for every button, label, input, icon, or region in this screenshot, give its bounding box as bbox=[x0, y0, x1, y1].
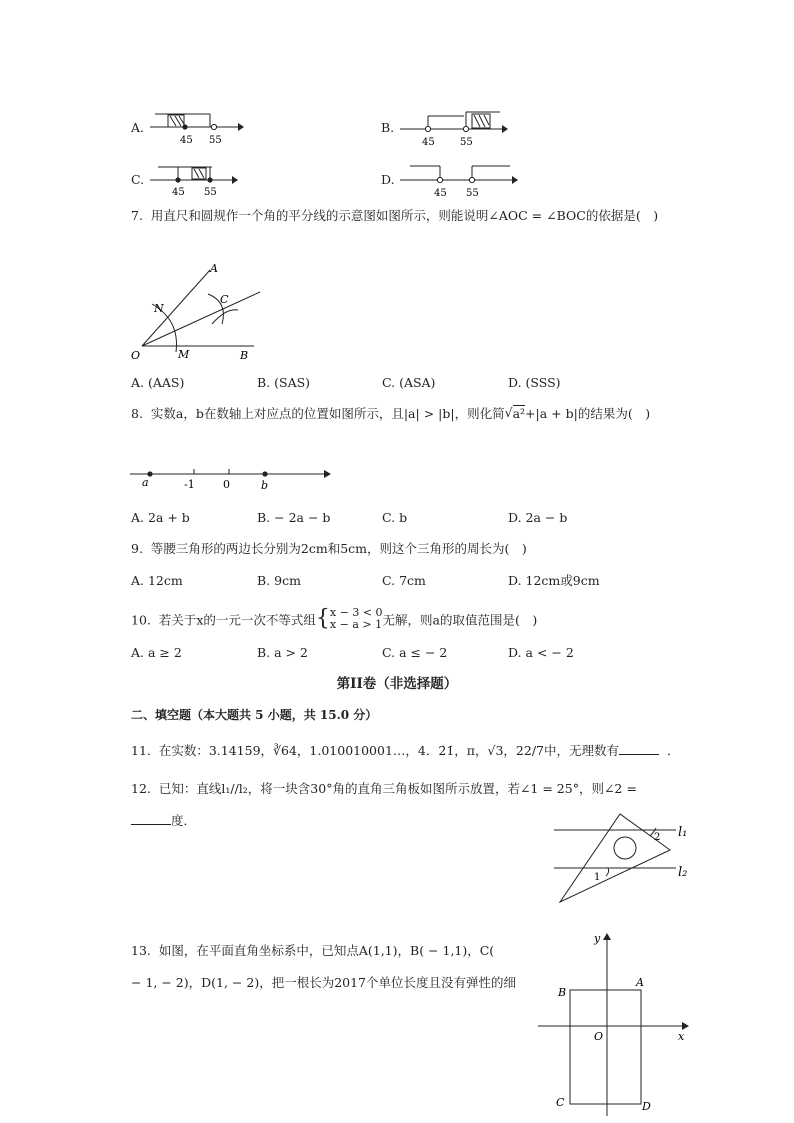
q8-axis-minus1: -1 bbox=[184, 478, 195, 491]
q10-option-c: C. a ≤ − 2 bbox=[382, 645, 448, 660]
q12-number: 12. bbox=[131, 781, 151, 796]
q6-c-tick-55: 55 bbox=[204, 187, 217, 198]
q6-a-tick-45: 45 bbox=[180, 135, 193, 146]
q13-line1: 如图，在平面直角坐标系中，已知点A(1,1)，B( − 1,1)，C( bbox=[158, 943, 495, 958]
q7-option-b: B. (SAS) bbox=[257, 375, 311, 390]
q6-option-a-numberline bbox=[150, 106, 245, 146]
q8-sqrt-arg: a² bbox=[512, 406, 526, 421]
q10-system: {x − 3 < 0 x − a > 1 bbox=[315, 606, 383, 631]
q13-coordinate-figure bbox=[534, 930, 694, 1120]
q6-options bbox=[0, 100, 794, 200]
q13-point-a: A bbox=[636, 976, 644, 989]
q7-label-o: O bbox=[131, 349, 141, 362]
q9-option-a: A. 12cm bbox=[131, 573, 183, 588]
q6-d-tick-55: 55 bbox=[466, 188, 479, 199]
q11-repeating-decimal: 2̇1̇ bbox=[438, 743, 455, 758]
q10-option-b: B. a > 2 bbox=[257, 645, 308, 660]
q8-option-b: B. − 2a − b bbox=[257, 510, 331, 525]
section-heading: 二、填空题（本大题共 5 小题，共 15.0 分） bbox=[131, 708, 378, 722]
q8-question bbox=[131, 406, 650, 422]
q12-angle-1: 1 bbox=[594, 872, 601, 883]
q11-text-a: 在实数：3.14159，∛64，1.010010001…，4． bbox=[158, 743, 439, 758]
q6-option-b-label: B. bbox=[381, 120, 395, 135]
q11-text-b: ，π，√3，22/7中，无理数有 bbox=[454, 743, 619, 758]
q13-origin-o: O bbox=[594, 1030, 604, 1043]
q7-label-n: N bbox=[154, 302, 164, 315]
q6-option-c-label: C. bbox=[131, 172, 145, 187]
q8-number-line bbox=[128, 462, 338, 494]
q8-number: 8. bbox=[131, 406, 143, 421]
q9-text: 等腰三角形的两边长分别为2cm和5cm，则这个三角形的周长为( ) bbox=[150, 541, 527, 556]
q10-text-a: 若关于x的一元一次不等式组 bbox=[158, 612, 316, 628]
q7-label-a: A bbox=[210, 262, 218, 275]
q9-option-c: C. 7cm bbox=[382, 573, 426, 588]
q10-ineq-1: x − 3 < 0 bbox=[329, 606, 383, 619]
q9-number: 9. bbox=[131, 541, 143, 556]
q8-axis-a: a bbox=[142, 476, 149, 489]
q13-point-b: B bbox=[558, 986, 567, 999]
q13-axis-x: x bbox=[678, 1030, 685, 1043]
q6-option-b-numberline bbox=[400, 106, 510, 146]
q8-text-b: +|a + b|的结果为( ) bbox=[525, 406, 651, 421]
q6-option-c-numberline bbox=[150, 160, 240, 200]
q12-text-b: 度． bbox=[171, 813, 197, 828]
q8-option-d: D. 2a − b bbox=[508, 510, 568, 525]
q13-line2: − 1, − 2)，D(1, − 2)，把一根长为2017个单位长度且没有弹性的细 bbox=[131, 975, 517, 990]
q7-option-d: D. (SSS) bbox=[508, 375, 561, 390]
q13-question bbox=[131, 943, 494, 959]
q10-question bbox=[131, 606, 538, 633]
q6-c-tick-45: 45 bbox=[172, 187, 185, 198]
q7-number: 7. bbox=[131, 208, 143, 223]
q8-option-c: C. b bbox=[382, 510, 408, 525]
q12-question bbox=[131, 781, 637, 797]
q10-option-a: A. a ≥ 2 bbox=[131, 645, 182, 660]
q8-option-a: A. 2a + b bbox=[131, 510, 190, 525]
q7-label-b: B bbox=[240, 349, 249, 362]
q6-a-tick-55: 55 bbox=[209, 135, 222, 146]
q7-angle-bisector-figure bbox=[128, 258, 268, 366]
q7-text: 用直尺和圆规作一个角的平分线的示意图如图所示，则能说明∠AOC = ∠BOC的依据是( ) bbox=[150, 208, 659, 223]
q6-d-tick-45: 45 bbox=[434, 188, 447, 199]
q10-text-b: 无解，则a的取值范围是( ) bbox=[382, 612, 538, 628]
q13-point-d: D bbox=[642, 1100, 651, 1113]
q7-label-c: C bbox=[220, 293, 229, 306]
q7-label-m: M bbox=[178, 348, 190, 361]
q12-line2 bbox=[131, 812, 196, 829]
q11-answer-blank bbox=[619, 742, 659, 755]
q6-option-d-numberline bbox=[400, 158, 520, 200]
q7-option-c: C. (ASA) bbox=[382, 375, 436, 390]
q8-axis-zero: 0 bbox=[223, 478, 230, 491]
q12-label-l2: l₂ bbox=[678, 865, 688, 880]
q11-number: 11. bbox=[131, 743, 151, 758]
q9-question bbox=[131, 541, 527, 557]
q6-b-tick-55: 55 bbox=[460, 137, 473, 146]
q8-axis-b: b bbox=[261, 479, 269, 492]
q7-option-a: A. (AAS) bbox=[131, 375, 185, 390]
q12-text-a: 已知：直线l₁//l₂，将一块含30°角的直角三角板如图所示放置，若∠1 = 25°，则∠2 = bbox=[158, 781, 637, 796]
q13-point-c: C bbox=[556, 1096, 565, 1109]
q9-option-d: D. 12cm或9cm bbox=[508, 573, 600, 588]
q9-option-b: B. 9cm bbox=[257, 573, 301, 588]
q8-sqrt: √ a² bbox=[504, 405, 526, 421]
q13-number: 13. bbox=[131, 943, 151, 958]
q6-option-d-label: D. bbox=[381, 172, 395, 187]
q10-number: 10. bbox=[131, 612, 151, 628]
q12-answer-blank bbox=[131, 812, 171, 825]
q11-question bbox=[131, 742, 679, 759]
q12-angle-2: 2 bbox=[654, 832, 661, 843]
q8-text-a: 实数a，b在数轴上对应点的位置如图所示，且|a| > |b|，则化简 bbox=[150, 406, 505, 421]
section-title: 第II卷（非选择题） bbox=[336, 676, 458, 692]
q7-question bbox=[131, 208, 658, 224]
q10-option-d: D. a < − 2 bbox=[508, 645, 574, 660]
q6-option-a-label: A. bbox=[131, 120, 145, 135]
q12-label-l1: l₁ bbox=[678, 825, 688, 840]
q6-b-tick-45: 45 bbox=[422, 137, 435, 146]
q13-axis-y: y bbox=[594, 932, 601, 945]
q10-ineq-2: x − a > 1 bbox=[329, 618, 383, 631]
q11-end: ． bbox=[666, 743, 680, 758]
q12-parallel-lines-figure bbox=[550, 810, 698, 906]
